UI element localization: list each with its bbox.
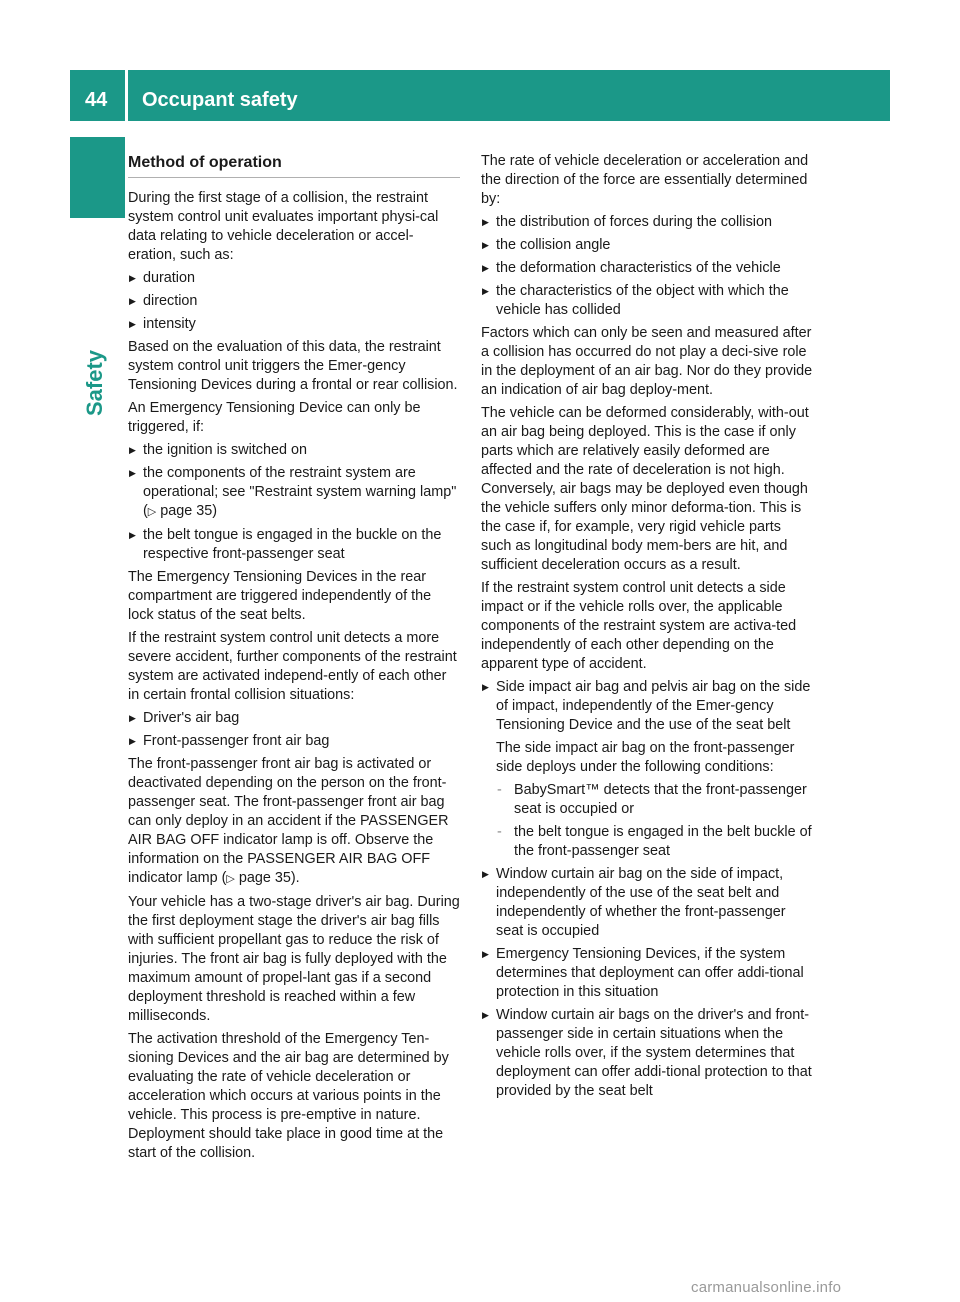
bullet-item: ▶ the deformation characteristics of the vehicle: [481, 259, 813, 278]
page-heading: Method of operation: [128, 152, 460, 178]
page-reference-icon: ▷: [147, 506, 157, 518]
bullet-item: ▶ duration: [128, 269, 460, 288]
bullet-item: [128, 464, 460, 522]
bullet-subparagraph: The side impact air bag on the front-passenger side deploys under the following conditions:: [496, 740, 795, 775]
left-column: [128, 152, 460, 1167]
paragraph: The Emergency Tensioning Devices in the rear compartment are triggered independently of the lock status of the seat belts.: [128, 569, 432, 623]
paragraph: If the restraint system control unit detects a more severe accident, further components of the restraint system are activated independ-ently of each other in certain frontal collision situations:: [128, 630, 457, 703]
page-reference-link[interactable]: page 35): [160, 503, 218, 519]
bullet-text: the components of the restraint system are operational; see "Restraint system warning lamp" (: [143, 465, 457, 519]
paragraph: An Emergency Tensioning Device can only be triggered, if:: [128, 400, 421, 435]
bullet-item: ▶ the characteristics of the object with which the vehicle has collided: [481, 282, 813, 320]
paragraph: The activation threshold of the Emergency Ten-sioning Devices and the air bag are determined by evaluating the rate of vehicle deceleration or acceleration which occurs at various points in the vehicle. This process is pre-emptive in nature. Deployment should take place in good time at the start of the collision.: [128, 1031, 449, 1161]
bullet-item: ▶ Front-passenger front air bag: [128, 732, 460, 751]
bullet-item: ▶ Window curtain air bags on the driver's and front-passenger side in certain situations when the vehicle rolls over, if the system determines that deployment can offer addi-tional protection to that provided by the seat belt: [481, 1006, 813, 1101]
paragraph: If the restraint system control unit detects a side impact or if the vehicle rolls over, the applicable components of the restraint system are activa-ted independently of each other depending on the apparent type of accident.: [481, 580, 797, 672]
dash-item: - BabySmart™ detects that the front-passenger seat is occupied or: [481, 781, 813, 819]
bullet-item: ▶ Emergency Tensioning Devices, if the system determines that deployment can offer addi-tional protection in this situation: [481, 945, 813, 1002]
bullet-item: ▶ the belt tongue is engaged in the buckle on the respective front-passenger seat: [128, 526, 460, 564]
dash-item: - the belt tongue is engaged in the belt buckle of the front-passenger seat: [481, 823, 813, 861]
bullet-item: ▶ Driver's air bag: [128, 709, 460, 728]
section-title: Occupant safety: [128, 70, 890, 121]
paragraph-text: The front-passenger front air bag is activated or deactivated depending on the person on the front-passenger seat. The front-passenger front air bag can only deploy in an accident if the PASSENGER AIR BAG OFF indicator lamp is off. Observe the information on the PASSENGER AIR BAG OFF indicator lamp (: [128, 756, 449, 886]
page-number: 44: [70, 70, 125, 121]
paragraph: The vehicle can be deformed considerably, with-out an air bag being deployed. This is the case if only parts which are relatively easily deformed are affected and the rate of deceleration is not high. Conversely, air bags may be deployed even though the vehicle suffers only minor deforma-tion. This is the case if, for example, very rigid vehicle parts such as longitudinal body mem-bers are hit, and sufficient deceleration occurs as a result.: [481, 405, 809, 573]
paragraph: Based on the evaluation of this data, the restraint system control unit triggers the Emer-gency Tensioning Devices during a frontal or rear collision.: [128, 339, 458, 393]
sidebar-tab-block: [70, 137, 125, 218]
paragraph: Factors which can only be seen and measured after a collision has occurred do not play a deci-sive role in the deployment of an air bag. Nor do they provide an indication of air bag deploy-ment.: [481, 325, 813, 398]
page-reference-link[interactable]: page 35).: [238, 870, 300, 886]
sidebar-label: Safety: [82, 349, 107, 416]
bullet-item: ▶ Side impact air bag and pelvis air bag on the side of impact, independently of the Emer-gency Tensioning Device and the use of the seat belt: [481, 678, 813, 735]
bullet-item: ▶ the collision angle: [481, 236, 813, 255]
watermark: carmanualsonline.info: [691, 1279, 842, 1296]
bullet-item: ▶ the ignition is switched on: [128, 441, 460, 460]
paragraph: The rate of vehicle deceleration or acceleration and the direction of the force are essentially determined by:: [481, 153, 809, 207]
bullet-item: ▶ direction: [128, 292, 460, 311]
bullet-item: ▶ Window curtain air bag on the side of impact, independently of the use of the seat belt and independently of whether the front-passenger seat is occupied: [481, 865, 813, 941]
right-column: [481, 152, 813, 1105]
bullet-item: ▶ the distribution of forces during the collision: [481, 213, 813, 232]
paragraph: Your vehicle has a two-stage driver's air bag. During the first deployment stage the driver's air bag fills with sufficient propellant gas to reduce the risk of injuries. The front air bag is fully deployed with the maximum amount of propel-lant gas if a second deployment threshold is reached within a few milliseconds.: [128, 894, 460, 1024]
page-reference-icon: ▷: [226, 873, 235, 885]
paragraph: During the first stage of a collision, the restraint system control unit evaluates important physi-cal data relating to vehicle deceleration or accel-eration, such as:: [128, 190, 439, 263]
paragraph: [128, 755, 460, 889]
bullet-item: ▶ intensity: [128, 315, 460, 334]
